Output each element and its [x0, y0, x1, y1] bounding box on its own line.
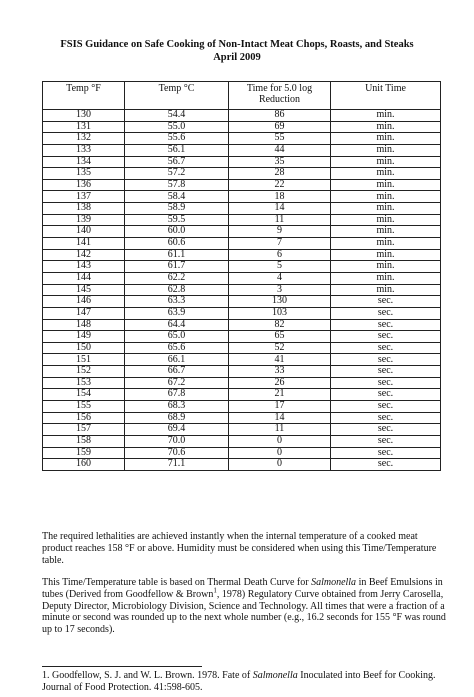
cell-time: 28: [229, 168, 331, 180]
table-row: [43, 133, 441, 145]
cell-temp-f: 142: [43, 249, 125, 261]
cell-time: 9: [229, 226, 331, 238]
cell-temp-f: 149: [43, 331, 125, 343]
table-row: [43, 459, 441, 471]
cell-temp-c: 66.1: [125, 354, 229, 366]
table-row: [43, 272, 441, 284]
cell-time: 55: [229, 133, 331, 145]
cell-temp-c: 67.2: [125, 377, 229, 389]
table-row: [43, 366, 441, 378]
cell-temp-f: 147: [43, 307, 125, 319]
cell-temp-c: 54.4: [125, 110, 229, 122]
cell-time: 5: [229, 261, 331, 273]
cell-temp-c: 70.6: [125, 447, 229, 459]
cell-unit: min.: [331, 203, 441, 215]
cell-unit: min.: [331, 214, 441, 226]
table-row: [43, 401, 441, 413]
cell-unit: sec.: [331, 296, 441, 308]
footnote-text-2: Inoculated into Beef for Cooking. Journal of Food Protection. 41:598-605.: [42, 670, 436, 693]
cell-time: 3: [229, 284, 331, 296]
cell-unit: min.: [331, 133, 441, 145]
document-title: [0, 38, 474, 64]
cell-unit: sec.: [331, 412, 441, 424]
cell-temp-f: 131: [43, 121, 125, 133]
cell-time: 17: [229, 401, 331, 413]
footnote: [42, 670, 452, 694]
table-row: [43, 249, 441, 261]
cell-temp-f: 133: [43, 144, 125, 156]
cell-temp-f: 139: [43, 214, 125, 226]
cell-unit: min.: [331, 121, 441, 133]
cell-unit: min.: [331, 226, 441, 238]
footnote-italic-salmonella: Salmonella: [252, 670, 298, 681]
cell-temp-c: 57.8: [125, 179, 229, 191]
cell-temp-f: 143: [43, 261, 125, 273]
cell-temp-f: 141: [43, 238, 125, 250]
cell-time: 130: [229, 296, 331, 308]
header-temp-c: Temp °C: [125, 82, 229, 110]
cell-time: 0: [229, 459, 331, 471]
cell-temp-c: 56.1: [125, 144, 229, 156]
cell-temp-f: 136: [43, 179, 125, 191]
footnote-marker: 1: [213, 586, 217, 595]
cell-time: 14: [229, 203, 331, 215]
table-row: [43, 447, 441, 459]
cell-temp-f: 156: [43, 412, 125, 424]
cell-temp-c: 69.4: [125, 424, 229, 436]
footnote-divider: [42, 666, 202, 667]
table-row: [43, 168, 441, 180]
cell-temp-f: 140: [43, 226, 125, 238]
cell-unit: sec.: [331, 319, 441, 331]
cell-unit: min.: [331, 144, 441, 156]
cell-temp-f: 157: [43, 424, 125, 436]
footnote-text-1: 1. Goodfellow, S. J. and W. L. Brown. 1978. Fate of: [42, 670, 253, 681]
cell-temp-c: 63.3: [125, 296, 229, 308]
cell-time: 52: [229, 342, 331, 354]
table-body: [43, 110, 441, 471]
cell-unit: sec.: [331, 331, 441, 343]
table-row: [43, 191, 441, 203]
basis-note: [42, 577, 446, 636]
cell-time: 0: [229, 435, 331, 447]
cell-time: 35: [229, 156, 331, 168]
cell-unit: min.: [331, 272, 441, 284]
table-row: [43, 284, 441, 296]
cell-temp-c: 55.0: [125, 121, 229, 133]
cell-unit: sec.: [331, 459, 441, 471]
cell-temp-c: 56.7: [125, 156, 229, 168]
table-row: [43, 435, 441, 447]
basis-text-1: This Time/Temperature table is based on Thermal Death Curve for: [42, 577, 312, 588]
cell-temp-c: 67.8: [125, 389, 229, 401]
cell-time: 44: [229, 144, 331, 156]
cell-unit: sec.: [331, 424, 441, 436]
cell-unit: sec.: [331, 389, 441, 401]
cell-unit: min.: [331, 249, 441, 261]
table-row: [43, 203, 441, 215]
cell-unit: sec.: [331, 307, 441, 319]
cell-unit: min.: [331, 179, 441, 191]
cell-unit: sec.: [331, 435, 441, 447]
cell-temp-f: 154: [43, 389, 125, 401]
cell-temp-c: 70.0: [125, 435, 229, 447]
cell-time: 82: [229, 319, 331, 331]
cell-time: 11: [229, 424, 331, 436]
cell-temp-f: 130: [43, 110, 125, 122]
table-row: [43, 179, 441, 191]
cell-temp-c: 68.9: [125, 412, 229, 424]
cell-time: 69: [229, 121, 331, 133]
cell-temp-f: 146: [43, 296, 125, 308]
cell-time: 14: [229, 412, 331, 424]
cell-temp-c: 65.6: [125, 342, 229, 354]
cell-temp-f: 138: [43, 203, 125, 215]
cell-unit: min.: [331, 110, 441, 122]
basis-italic-salmonella: Salmonella: [311, 577, 357, 588]
cell-temp-c: 62.2: [125, 272, 229, 284]
cell-temp-f: 144: [43, 272, 125, 284]
table-row: [43, 319, 441, 331]
cell-temp-c: 68.3: [125, 401, 229, 413]
title-date: April 2009: [213, 52, 261, 63]
cell-time: 26: [229, 377, 331, 389]
cell-time: 103: [229, 307, 331, 319]
cell-temp-c: 63.9: [125, 307, 229, 319]
table-header-row: [43, 82, 441, 110]
cell-time: 33: [229, 366, 331, 378]
cell-time: 65: [229, 331, 331, 343]
time-temperature-table: [42, 81, 441, 471]
header-time-reduction: Time for 5.0 log Reduction: [229, 82, 331, 110]
cell-time: 22: [229, 179, 331, 191]
table-row: [43, 144, 441, 156]
table-row: [43, 226, 441, 238]
table-row: [43, 377, 441, 389]
cell-temp-c: 58.4: [125, 191, 229, 203]
lethality-note: The required lethalities are achieved instantly when the internal temperature of a cooked meat product reaches 158 °F or above. Humidity must be considered when using this Time/Temperature table.: [42, 531, 437, 566]
cell-unit: sec.: [331, 377, 441, 389]
table-row: [43, 121, 441, 133]
cell-time: 86: [229, 110, 331, 122]
table-row: [43, 412, 441, 424]
cell-temp-f: 150: [43, 342, 125, 354]
cell-time: 7: [229, 238, 331, 250]
cell-time: 18: [229, 191, 331, 203]
table-row: [43, 354, 441, 366]
cell-unit: sec.: [331, 354, 441, 366]
table-row: [43, 342, 441, 354]
cell-time: 0: [229, 447, 331, 459]
cell-unit: min.: [331, 261, 441, 273]
cell-temp-c: 66.7: [125, 366, 229, 378]
header-unit-time: Unit Time: [331, 82, 441, 110]
cell-unit: min.: [331, 156, 441, 168]
table-row: [43, 296, 441, 308]
cell-unit: sec.: [331, 447, 441, 459]
cell-temp-c: 59.5: [125, 214, 229, 226]
cell-temp-f: 135: [43, 168, 125, 180]
cell-time: 6: [229, 249, 331, 261]
cell-temp-c: 57.2: [125, 168, 229, 180]
cell-temp-c: 71.1: [125, 459, 229, 471]
cell-temp-f: 153: [43, 377, 125, 389]
table-row: [43, 261, 441, 273]
cell-unit: min.: [331, 168, 441, 180]
cell-unit: min.: [331, 191, 441, 203]
cell-temp-c: 65.0: [125, 331, 229, 343]
cell-temp-f: 134: [43, 156, 125, 168]
cell-temp-f: 145: [43, 284, 125, 296]
title-line-1: FSIS Guidance on Safe Cooking of Non-Intact Meat Chops, Roasts, and Steaks: [60, 39, 414, 50]
cell-temp-c: 62.8: [125, 284, 229, 296]
cell-temp-c: 64.4: [125, 319, 229, 331]
cell-temp-f: 158: [43, 435, 125, 447]
cell-unit: sec.: [331, 366, 441, 378]
cell-unit: sec.: [331, 342, 441, 354]
cell-temp-f: 159: [43, 447, 125, 459]
table-row: [43, 156, 441, 168]
cell-temp-f: 151: [43, 354, 125, 366]
cell-temp-f: 152: [43, 366, 125, 378]
cell-temp-c: 55.6: [125, 133, 229, 145]
table-row: [43, 110, 441, 122]
cell-time: 21: [229, 389, 331, 401]
table-row: [43, 389, 441, 401]
table-row: [43, 214, 441, 226]
table-row: [43, 424, 441, 436]
cell-unit: min.: [331, 284, 441, 296]
cell-temp-c: 60.6: [125, 238, 229, 250]
basis-text-2: in Beef Emulsions in tubes (Derived from Goodfellow & Brown: [42, 577, 443, 600]
cell-temp-c: 61.1: [125, 249, 229, 261]
cell-temp-c: 58.9: [125, 203, 229, 215]
cell-time: 41: [229, 354, 331, 366]
cell-temp-c: 61.7: [125, 261, 229, 273]
cell-temp-f: 155: [43, 401, 125, 413]
cell-time: 4: [229, 272, 331, 284]
cell-temp-f: 148: [43, 319, 125, 331]
cell-temp-f: 160: [43, 459, 125, 471]
cell-temp-f: 137: [43, 191, 125, 203]
table-row: [43, 238, 441, 250]
header-temp-f: Temp °F: [43, 82, 125, 110]
cell-time: 11: [229, 214, 331, 226]
cell-temp-c: 60.0: [125, 226, 229, 238]
basis-text-3: , 1978) Regulatory Curve obtained from Jerry Carosella, Deputy Director, Microbiology Division, Science and Technology. All times that were a fraction of a minute or second was rounded up to the next whole number (e.g., 16.2 seconds for 155 °F was round up to 17 seconds).: [42, 588, 446, 636]
cell-unit: min.: [331, 238, 441, 250]
table-row: [43, 331, 441, 343]
table-row: [43, 307, 441, 319]
cell-temp-f: 132: [43, 133, 125, 145]
cell-unit: sec.: [331, 401, 441, 413]
